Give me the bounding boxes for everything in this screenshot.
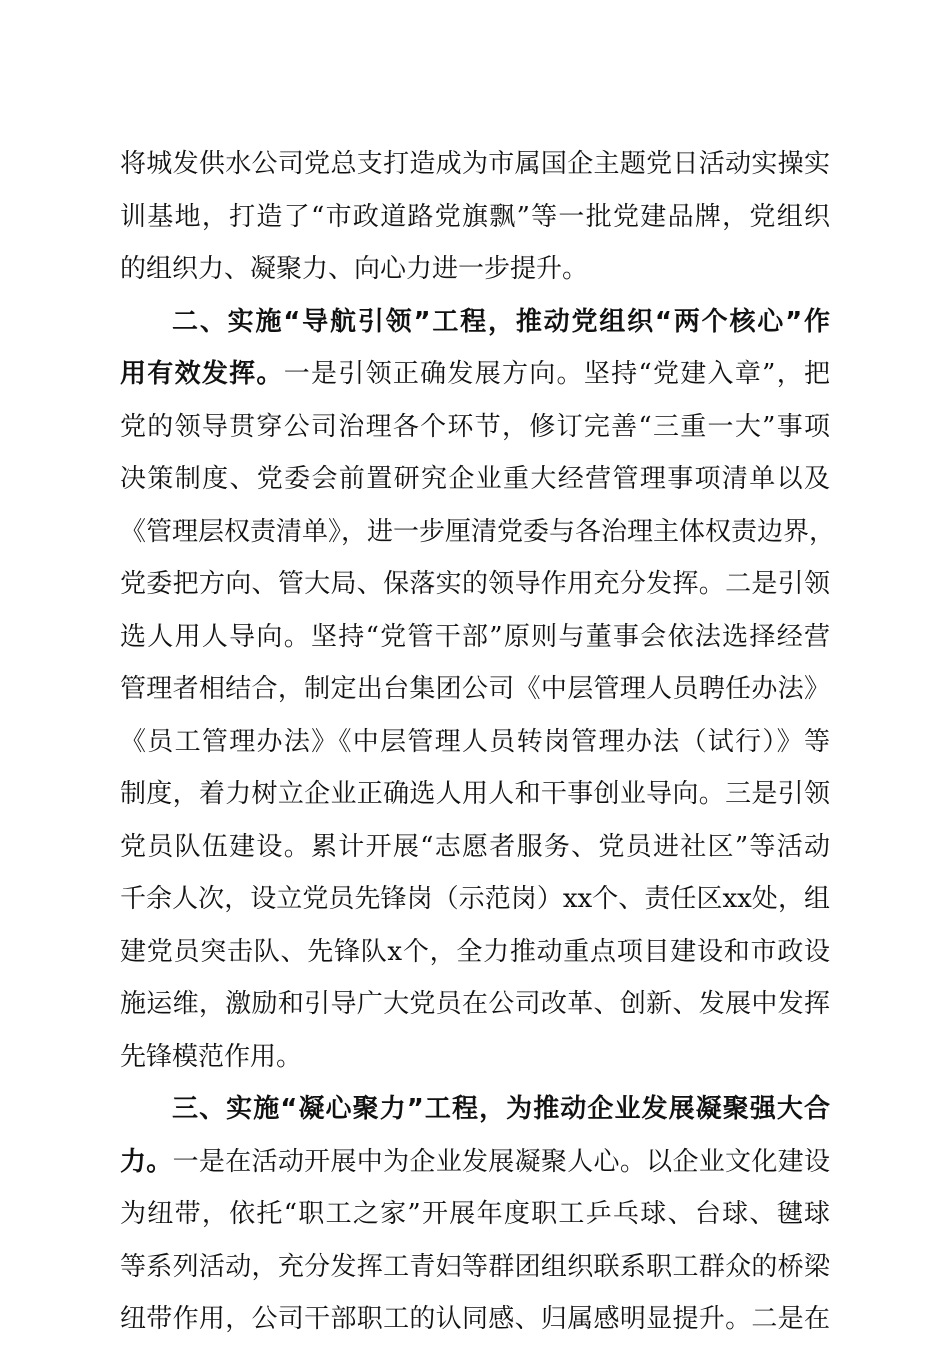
paragraph-2-line-12: 建党员突击队、先锋队x个，全力推动重点项目建设和市政设 <box>120 936 830 967</box>
section-2-heading-end: 用有效发挥。 <box>120 359 284 389</box>
paragraph-1-line-3: 的组织力、凝聚力、向心力进一步提升。 <box>120 254 589 284</box>
paragraph-2-line-1-text: 一是引领正确发展方向。坚持“党建入章”，把 <box>283 359 830 389</box>
paragraph-2-line-10: 党员队伍建设。累计开展“志愿者服务、党员进社区”等活动 <box>120 831 830 862</box>
paragraph-3-line-3: 等系列活动，充分发挥工青妇等群团组织联系职工群众的桥梁 <box>120 1251 830 1282</box>
paragraph-2-line-5: 党委把方向、管大局、保落实的领导作用充分发挥。二是引领 <box>120 569 830 599</box>
section-2-heading: 二、实施“导航引领”工程，推动党组织“两个核心”作 <box>172 306 830 337</box>
paragraph-3-line-1-text: 一是在活动开展中为企业发展凝聚人心。以企业文化建设 <box>172 1146 830 1177</box>
paragraph-2-line-11: 千余人次，设立党员先锋岗（示范岗）xx个、责任区xx处，组 <box>120 884 830 914</box>
paragraph-2-line-1 <box>120 348 830 401</box>
paragraph-2-line-7: 管理者相结合，制定出台集团公司《中层管理人员聘任办法》 <box>120 674 830 704</box>
paragraph-2-line-13: 施运维，激励和引导广大党员在公司改革、创新、发展中发挥 <box>120 989 830 1019</box>
paragraph-3-line-2: 为纽带，依托“职工之家”开展年度职工乒乓球、台球、毽球 <box>120 1199 830 1229</box>
paragraph-2-line-4: 《管理层权责清单》，进一步厘清党委与各治理主体权责边界， <box>120 516 836 547</box>
paragraph-1-line-2: 训基地，打造了“市政道路党旗飘”等一批党建品牌，党组织 <box>120 201 830 232</box>
paragraph-1-line-1: 将城发供水公司党总支打造成为市属国企主题党日活动实操实 <box>120 149 830 179</box>
section-3-heading: 三、实施“凝心聚力”工程，为推动企业发展凝聚强大合 <box>172 1094 830 1124</box>
paragraph-3-line-1 <box>120 1136 830 1189</box>
paragraph-2-line-8: 《员工管理办法》《中层管理人员转岗管理办法（试行）》等 <box>120 726 830 757</box>
document-page <box>120 138 836 1346</box>
paragraph-2-line-2: 党的领导贯穿公司治理各个环节，修订完善“三重一大”事项 <box>120 411 830 442</box>
paragraph-2-line-6: 选人用人导向。坚持“党管干部”原则与董事会依法选择经营 <box>120 621 830 652</box>
paragraph-3-line-4: 纽带作用，公司干部职工的认同感、归属感明显提升。二是在 <box>120 1304 830 1334</box>
paragraph-2-line-9: 制度，着力树立企业正确选人用人和干事创业导向。三是引领 <box>120 779 830 809</box>
paragraph-2-line-3: 决策制度、党委会前置研究企业重大经营管理事项清单以及 <box>120 464 830 494</box>
section-3-heading-end: 力。 <box>120 1146 173 1177</box>
paragraph-2-line-14: 先锋模范作用。 <box>120 1041 303 1072</box>
